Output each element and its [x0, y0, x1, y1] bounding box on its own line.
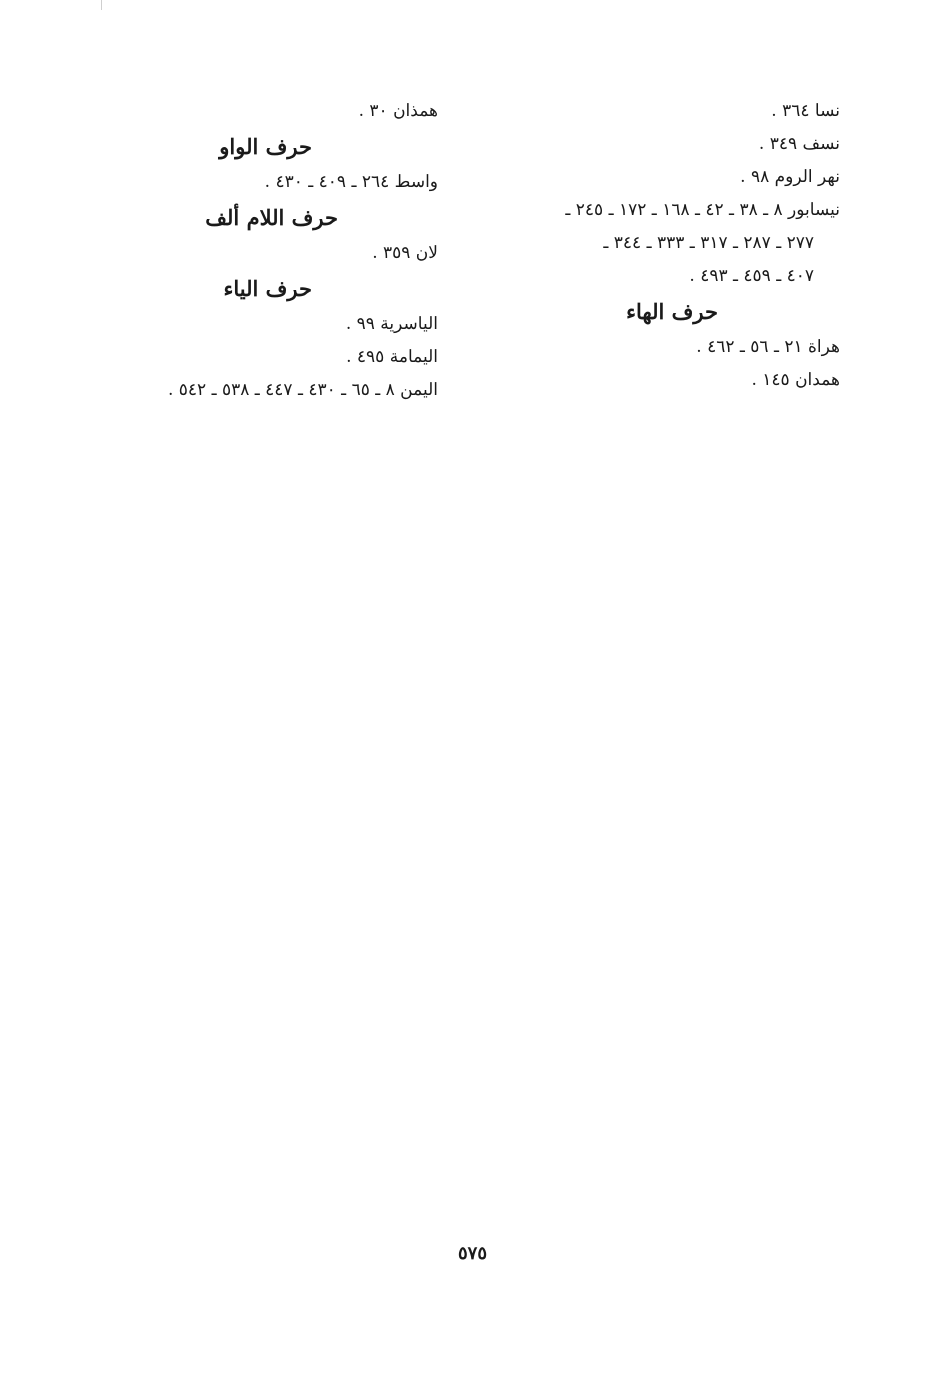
- index-column-right: [480, 95, 840, 397]
- index-entry-naysabur-cont-2: ٤٠٧ ـ ٤٥٩ ـ ٤٩٣ .: [689, 266, 814, 286]
- section-heading-ya: حرف الياء: [223, 276, 312, 301]
- index-entry-al-yasiriyya: الياسرية ٩٩ .: [345, 314, 438, 334]
- index-entry-herat: هراة ٢١ ـ ٥٦ ـ ٤٦٢ .: [696, 337, 840, 357]
- index-column-left: [93, 95, 438, 407]
- index-entry-naysabur: نيسابور ٨ ـ ٣٨ ـ ٤٢ ـ ١٦٨ ـ ١٧٢ ـ ٢٤٥ ـ: [565, 200, 840, 220]
- section-heading-waw: حرف الواو: [219, 134, 312, 159]
- index-entry-hamadan: همدان ١٤٥ .: [751, 370, 840, 390]
- scan-speck: [101, 0, 102, 10]
- section-heading-ha: حرف الهاء: [626, 299, 718, 324]
- index-entry-nasa: نسا ٣٦٤ .: [771, 101, 840, 121]
- index-entry-al-yaman: اليمن ٨ ـ ٦٥ ـ ٤٣٠ ـ ٤٤٧ ـ ٥٣٨ ـ ٥٤٢ .: [167, 380, 438, 400]
- section-heading-lam-alif: حرف اللام ألف: [205, 205, 338, 230]
- index-entry-al-yamama: اليمامة ٤٩٥ .: [346, 347, 438, 367]
- page-number: ٥٧٥: [457, 1243, 487, 1264]
- index-entry-nasaf: نسف ٣٤٩ .: [758, 134, 840, 154]
- index-entry-naysabur-cont-1: ٢٧٧ ـ ٢٨٧ ـ ٣١٧ ـ ٣٣٣ ـ ٣٤٤ ـ: [603, 233, 814, 253]
- index-entry-wasit: واسط ٢٦٤ ـ ٤٠٩ ـ ٤٣٠ .: [264, 172, 438, 192]
- index-entry-lan: لان ٣٥٩ .: [372, 243, 438, 263]
- index-entry-hamadhan: همذان ٣٠ .: [358, 101, 438, 121]
- index-entry-nahr-al-rum: نهر الروم ٩٨ .: [740, 167, 840, 187]
